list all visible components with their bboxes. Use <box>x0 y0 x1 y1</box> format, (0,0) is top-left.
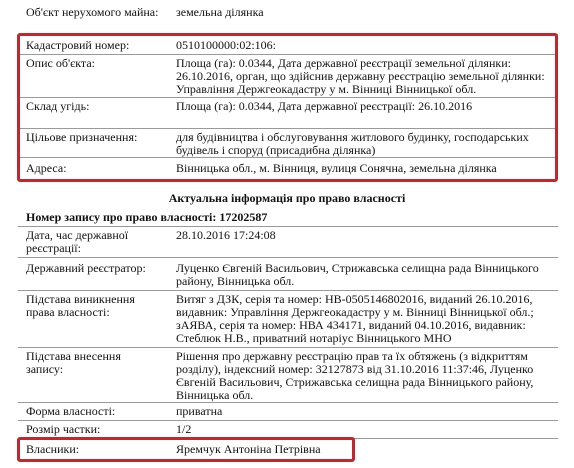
divider <box>18 347 558 348</box>
lands-label: Склад угідь: <box>26 99 90 113</box>
share-size-label: Розмір частки: <box>26 422 101 436</box>
lands-value: Площа (га): 0.0344, Дата державної реєстрації: 26.10.2016 <box>176 99 473 113</box>
ownership-record-number: Номер запису про право власності: 17202587 <box>26 210 268 224</box>
ownership-basis-value: Витяг з ДЗК, серія та номер: НВ-0505146802016, виданий 26.10.2016, видавник: Управління Держгеокадастру у м. Вінниці Вінницької обл.; зАЯВА, серія та номер: НВА 434171, виданий 04.10.2016, видавник: Стеблюк Н.В., приватний нотаріус Вінницького МНО <box>176 292 534 345</box>
description-label: Опис об'єкта: <box>26 56 95 70</box>
object-type-label: Об'єкт нерухомого майна: <box>26 5 159 19</box>
owners-value: Яремчук Антоніна Петрівна <box>176 442 321 456</box>
ownership-basis-label: Підстава виникнення права власності: <box>26 292 135 319</box>
share-size-value: 1/2 <box>176 422 192 436</box>
divider <box>18 420 558 421</box>
cadastral-value: 0510100000:02:106: <box>176 38 277 52</box>
registration-date-label: Дата, час державної реєстрації: <box>26 228 129 255</box>
purpose-value: для будівництва і обслуговування житлового будинку, господарських будівель і споруд (присадибна ділянка) <box>176 130 529 157</box>
ownership-form-label: Форма власності: <box>26 404 116 418</box>
ownership-section-title: Актуальна інформація про право власності <box>168 191 406 205</box>
purpose-label: Цільове призначення: <box>26 130 138 144</box>
entry-basis-value: Рішення про державну реєстрацію прав та їх обтяжень (з відкриттям розділу), індексний номер: 32127873 від 31.10.2016 11:37:46, Луценко Євгеній Васильович, Стрижавська селищна рада Вінницького району, Вінницька обл. <box>176 349 534 402</box>
entry-basis-label: Підстава внесення запису: <box>26 349 121 376</box>
divider <box>18 290 558 291</box>
registrar-value: Луценко Євгеній Васильович, Стрижавська селищна рада Вінницького району, Вінницька обл. <box>176 261 539 288</box>
divider <box>18 257 558 258</box>
divider <box>18 402 558 403</box>
address-label: Адреса: <box>26 161 67 175</box>
ownership-form-value: приватна <box>176 404 223 418</box>
land-section-highlight <box>17 33 558 182</box>
registrar-label: Державний реєстратор: <box>26 261 146 275</box>
registration-date-value: 28.10.2016 17:24:08 <box>176 228 276 242</box>
address-value: Вінницька обл., м. Вінниця, вулиця Сонячна, земельна ділянка <box>176 161 497 175</box>
divider <box>18 226 558 227</box>
cadastral-label: Кадастровий номер: <box>26 38 130 52</box>
object-type-value: земельна ділянка <box>176 5 264 19</box>
owners-label: Власники: <box>26 442 80 456</box>
description-value: Площа (га): 0.0344, Дата державної реєстрації земельної ділянки: 26.10.2016, орган, що здійснив державну реєстрацію земельної ділянки: Управління Держгеокадастру у м. Вінниці Вінницької обл. <box>176 56 545 96</box>
owners-highlight <box>17 437 355 462</box>
